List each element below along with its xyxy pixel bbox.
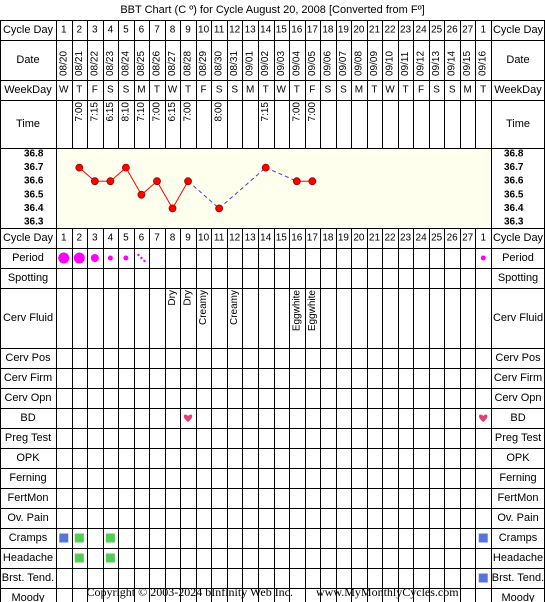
- date-cell: 09/05: [306, 50, 318, 76]
- cycle-day-cell: 5: [123, 232, 129, 244]
- period-spotting-dot: [140, 257, 142, 259]
- cycle-day-label-2-right: Cycle Day: [492, 232, 544, 244]
- cerv-fluid-label-left: Cerv Fluid: [2, 312, 54, 324]
- period-heavy-dot: [58, 253, 69, 264]
- weekday-cell: T: [371, 84, 378, 96]
- cycle-day-cell: 17: [306, 232, 318, 244]
- period-light-dot: [108, 256, 113, 261]
- period-heavy-dot: [74, 253, 85, 264]
- cycle-day-cell: 24: [415, 232, 427, 244]
- date-cell: 09/14: [446, 50, 458, 76]
- cerv-fluid-cell: Eggwhite: [306, 290, 318, 332]
- cycle-day-cell: 5: [123, 24, 129, 36]
- time-cell: 7:15: [89, 102, 101, 122]
- cycle-day-cell: 13: [244, 24, 256, 36]
- time-label-left: Time: [15, 118, 41, 130]
- date-cell: 09/09: [368, 50, 380, 76]
- row-label-12-right: Cramps: [498, 532, 538, 544]
- spotting-label-left: Spotting: [7, 272, 49, 284]
- cycle-day-cell: 25: [431, 24, 443, 36]
- weekday-cell: T: [480, 84, 487, 96]
- date-cell: 09/01: [244, 50, 256, 76]
- date-cell: 08/22: [89, 50, 101, 76]
- cycle-day-cell: 8: [169, 232, 176, 244]
- cycle-day-cell: 1: [60, 232, 67, 244]
- temp-axis-label-left: 36.4: [24, 202, 44, 214]
- cycle-day-cell: 27: [462, 24, 474, 36]
- cycle-day-cell: 22: [384, 232, 396, 244]
- date-cell: 09/15: [462, 50, 474, 76]
- weekday-cell: S: [231, 84, 238, 96]
- date-label-right: Date: [506, 54, 530, 66]
- weekday-cell: S: [433, 84, 440, 96]
- weekday-cell: S: [448, 84, 456, 96]
- date-label-left: Date: [16, 54, 40, 66]
- cycle-day-cell: 19: [337, 232, 349, 244]
- temp-axis-label-left: 36.8: [24, 148, 44, 160]
- row-label-10-left: FertMon: [7, 492, 49, 504]
- date-cell: 08/26: [151, 50, 163, 76]
- period-light-dot: [123, 256, 128, 261]
- date-cell: 08/28: [182, 50, 194, 76]
- date-cell: 09/16: [477, 50, 489, 76]
- cycle-day-cell: 4: [107, 24, 114, 36]
- row-label-14-left: Brst. Tend.: [1, 572, 55, 584]
- cycle-day-cell: 10: [198, 232, 210, 244]
- cerv-fluid-label-right: Cerv Fluid: [492, 312, 544, 324]
- cramps-marker: [106, 534, 115, 543]
- time-cell: 7:00: [291, 102, 303, 122]
- cycle-day-cell: 15: [275, 232, 287, 244]
- row-label-7-right: Preg Test: [494, 432, 542, 444]
- cycle-day-cell: 13: [244, 232, 256, 244]
- cycle-day-cell: 26: [446, 232, 458, 244]
- cerv-fluid-cell: Dry: [182, 290, 194, 306]
- weekday-cell: F: [91, 84, 98, 96]
- cycle-day-cell: 23: [399, 24, 412, 36]
- period-spotting-dot: [137, 254, 139, 256]
- time-cell: 6:15: [104, 102, 116, 122]
- weekday-cell: S: [324, 84, 332, 96]
- weekday-label-right: WeekDay: [494, 84, 542, 96]
- temp-point: [185, 178, 192, 185]
- temp-axis-label-left: 36.7: [24, 162, 44, 174]
- temp-band: [56, 148, 491, 228]
- row-label-4-right: Cerv Firm: [493, 372, 543, 384]
- cycle-day-cell: 7: [154, 24, 160, 36]
- row-label-6-right: BD: [510, 412, 526, 424]
- weekday-cell: S: [215, 84, 223, 96]
- cycle-day-cell: 9: [185, 232, 191, 244]
- cycle-day-cell: 2: [76, 232, 83, 244]
- cycle-day-cell: 14: [260, 24, 272, 36]
- row-label-5-left: Cerv Opn: [4, 392, 52, 404]
- cerv-fluid-cell: Dry: [167, 290, 179, 306]
- row-label-7-left: Preg Test: [4, 432, 52, 444]
- cycle-day-cell: 2: [76, 24, 83, 36]
- weekday-label-left: WeekDay: [4, 84, 52, 96]
- cycle-day-cell: 26: [446, 24, 458, 36]
- weekday-cell: S: [107, 84, 114, 96]
- weekday-cell: M: [463, 84, 472, 96]
- row-label-15-left: Moody: [11, 592, 45, 602]
- cycle-day-cell: 20: [353, 24, 365, 36]
- cycle-day-cell: 3: [92, 24, 98, 36]
- weekday-cell: S: [122, 84, 130, 96]
- headache-marker: [75, 554, 84, 563]
- row-label-9-right: Ferning: [499, 472, 537, 484]
- cycle-day-cell: 6: [138, 232, 145, 244]
- date-cell: 08/30: [213, 50, 225, 76]
- row-label-4-left: Cerv Firm: [3, 372, 53, 384]
- cerv-fluid-cell: Creamy: [229, 290, 241, 326]
- period-medium-dot: [91, 254, 99, 262]
- cycle-day-cell: 19: [337, 24, 349, 36]
- time-cell: 8:00: [213, 102, 225, 122]
- date-cell: 08/29: [198, 50, 210, 76]
- spotting-label-right: Spotting: [497, 272, 539, 284]
- cycle-day-cell: 7: [154, 232, 160, 244]
- temp-axis-label-right: 36.6: [504, 175, 524, 187]
- time-cell: 7:10: [135, 102, 147, 122]
- cycle-day-label-left: Cycle Day: [2, 24, 54, 36]
- cycle-day-cell: 16: [291, 24, 303, 36]
- date-cell: 08/23: [104, 50, 116, 76]
- cycle-day-cell: 18: [322, 232, 334, 244]
- time-label-right: Time: [505, 118, 531, 130]
- row-label-15-right: Moody: [501, 592, 535, 602]
- weekday-cell: T: [262, 84, 269, 96]
- weekday-cell: T: [293, 84, 300, 96]
- date-cell: 09/10: [384, 50, 396, 76]
- weekday-cell: F: [309, 84, 316, 96]
- cycle-day-cell: 27: [462, 232, 474, 244]
- temp-point: [153, 178, 160, 185]
- cerv-fluid-cell: Eggwhite: [291, 290, 303, 332]
- row-label-13-right: Headache: [492, 552, 544, 564]
- temp-axis-label-right: 36.5: [504, 189, 524, 201]
- row-label-11-left: Ov. Pain: [7, 512, 49, 524]
- cycle-day-cell: 16: [291, 232, 303, 244]
- period-label-left: Period: [12, 252, 44, 264]
- cycle-day-cell: 1: [60, 24, 67, 36]
- period-light-dot: [481, 256, 486, 261]
- weekday-cell: W: [59, 84, 69, 96]
- weekday-cell: F: [418, 84, 425, 96]
- date-cell: 09/07: [337, 50, 349, 76]
- cycle-day-label-2-left: Cycle Day: [2, 232, 54, 244]
- cycle-day-label-right: Cycle Day: [492, 24, 544, 36]
- row-label-9-left: Ferning: [9, 472, 47, 484]
- temp-point: [169, 205, 176, 212]
- period-label-right: Period: [502, 252, 534, 264]
- row-label-3-right: Cerv Pos: [495, 352, 541, 364]
- row-label-10-right: FertMon: [497, 492, 539, 504]
- temp-point: [138, 191, 145, 198]
- cycle-day-cell: 18: [322, 24, 334, 36]
- cycle-day-cell: 3: [92, 232, 98, 244]
- cycle-day-cell: 21: [368, 24, 381, 36]
- row-label-8-left: OPK: [16, 452, 40, 464]
- date-cell: 09/13: [431, 50, 443, 76]
- time-cell: 6:15: [167, 102, 179, 122]
- temp-axis-label-right: 36.3: [504, 216, 524, 228]
- time-cell: 7:00: [182, 102, 194, 122]
- temp-point: [107, 178, 114, 185]
- row-label-14-right: Brst. Tend.: [491, 572, 545, 584]
- cycle-day-cell: 12: [229, 24, 241, 36]
- weekday-cell: W: [276, 84, 286, 96]
- time-cell: 8:10: [120, 102, 132, 122]
- temp-point: [216, 205, 223, 212]
- time-cell: 7:00: [73, 102, 85, 122]
- cycle-day-cell: 25: [431, 232, 443, 244]
- cycle-day-cell: 10: [198, 24, 210, 36]
- cycle-day-cell: 8: [169, 24, 176, 36]
- temp-point: [309, 178, 316, 185]
- cycle-day-cell: 11: [213, 24, 225, 36]
- cycle-day-cell: 15: [275, 24, 287, 36]
- weekday-cell: F: [200, 84, 207, 96]
- weekday-cell: M: [137, 84, 146, 96]
- cramps-marker: [75, 534, 84, 543]
- period-spotting-dot: [143, 260, 145, 262]
- date-cell: 09/03: [275, 50, 287, 76]
- date-cell: 08/27: [167, 50, 179, 76]
- temp-point: [262, 164, 269, 171]
- temp-axis-label-left: 36.5: [24, 189, 44, 201]
- temp-axis-label-right: 36.4: [504, 202, 524, 214]
- row-label-6-left: BD: [20, 412, 36, 424]
- cycle-day-cell: 24: [415, 24, 427, 36]
- cycle-day-cell: 11: [213, 232, 225, 244]
- website-link[interactable]: www.MyMonthlyCycles.com: [316, 585, 459, 599]
- cramps-marker: [479, 534, 488, 543]
- copyright-text: Copyright © 2003-2024 bInfinity Web Inc.: [86, 585, 294, 599]
- cycle-day-cell: 22: [384, 24, 396, 36]
- date-cell: 09/02: [260, 50, 272, 76]
- bd-heart-icon: [479, 415, 487, 422]
- temp-axis-label-left: 36.3: [24, 216, 44, 228]
- row-label-13-left: Headache: [2, 552, 54, 564]
- row-label-12-left: Cramps: [8, 532, 48, 544]
- cycle-day-cell: 1: [480, 24, 487, 36]
- cycle-day-cell: 4: [107, 232, 114, 244]
- time-cell: 7:15: [260, 102, 272, 122]
- weekday-cell: M: [246, 84, 255, 96]
- weekday-cell: T: [184, 84, 192, 96]
- temp-point: [293, 178, 300, 185]
- weekday-cell: S: [340, 84, 347, 96]
- cycle-day-cell: 17: [306, 24, 318, 36]
- cerv-fluid-cell: Creamy: [198, 290, 210, 326]
- date-cell: 08/21: [73, 50, 85, 76]
- date-cell: 09/12: [415, 50, 427, 76]
- time-cell: 7:00: [151, 102, 163, 122]
- cycle-day-cell: 1: [480, 232, 487, 244]
- weekday-cell: T: [153, 84, 161, 96]
- weekday-cell: W: [167, 84, 178, 96]
- date-cell: 08/31: [229, 50, 241, 76]
- cramps-marker: [59, 534, 68, 543]
- date-cell: 08/24: [120, 50, 132, 76]
- cycle-day-cell: 9: [185, 24, 191, 36]
- weekday-cell: T: [402, 84, 409, 96]
- temp-point: [76, 164, 83, 171]
- weekday-cell: M: [354, 84, 364, 96]
- cycle-day-cell: 20: [353, 232, 365, 244]
- cycle-day-cell: 14: [260, 232, 272, 244]
- date-cell: 09/04: [291, 50, 303, 76]
- headache-marker: [106, 554, 115, 563]
- footer: [0, 582, 545, 602]
- temp-axis-label-left: 36.6: [24, 175, 44, 187]
- weekday-cell: T: [76, 84, 83, 96]
- chart-title: BBT Chart (C º) for Cycle August 20, 2008 [Converted from Fº]: [120, 4, 425, 16]
- date-cell: 08/25: [135, 50, 147, 76]
- weekday-cell: W: [385, 84, 395, 96]
- cycle-day-cell: 21: [368, 232, 381, 244]
- row-label-8-right: OPK: [506, 452, 530, 464]
- time-cell: 7:00: [306, 102, 318, 122]
- date-cell: 09/06: [322, 50, 334, 76]
- date-cell: 08/20: [58, 50, 70, 76]
- temp-point: [122, 164, 129, 171]
- cycle-day-cell: 23: [399, 232, 412, 244]
- row-label-3-left: Cerv Pos: [5, 352, 51, 364]
- row-label-5-right: Cerv Opn: [494, 392, 542, 404]
- row-label-11-right: Ov. Pain: [497, 512, 539, 524]
- date-cell: 09/08: [353, 50, 365, 76]
- temp-axis-label-right: 36.8: [504, 148, 524, 160]
- cycle-day-cell: 12: [229, 232, 241, 244]
- cycle-day-cell: 6: [138, 24, 145, 36]
- temp-axis-label-right: 36.7: [504, 162, 524, 174]
- temp-point: [91, 178, 98, 185]
- bd-heart-icon: [184, 415, 192, 422]
- date-cell: 09/11: [400, 51, 412, 76]
